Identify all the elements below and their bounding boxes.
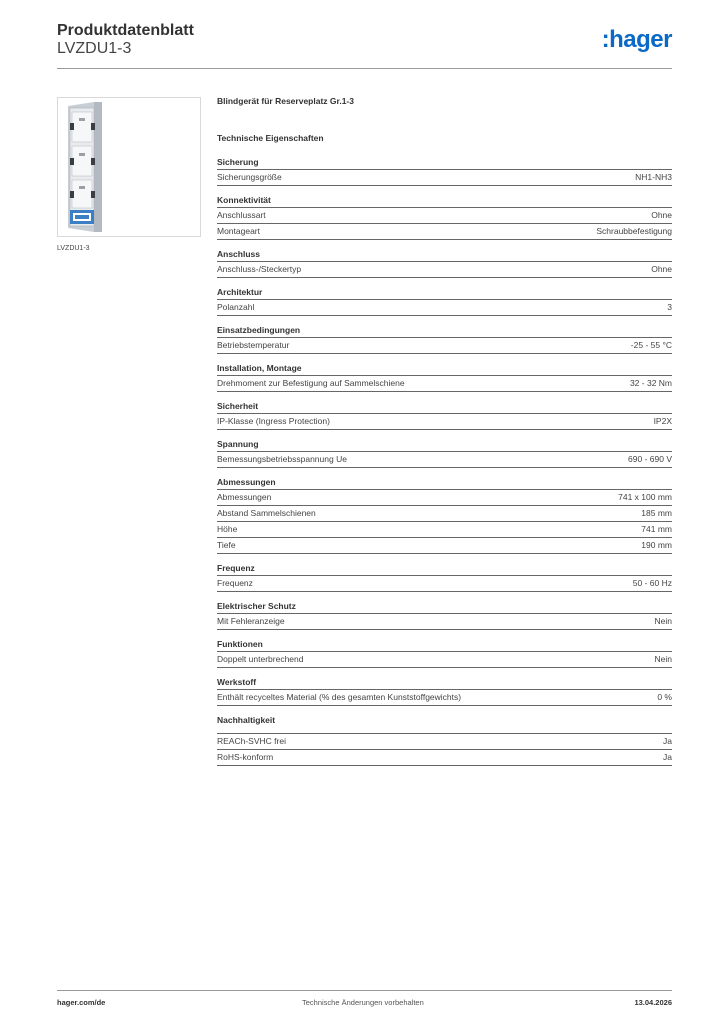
- group-title: Anschluss: [217, 249, 672, 262]
- property-label: Abstand Sammelschienen: [217, 508, 316, 518]
- property-label: REACh-SVHC frei: [217, 736, 286, 746]
- property-row: [217, 300, 672, 316]
- group-title: Spannung: [217, 439, 672, 452]
- property-groups: [217, 157, 672, 766]
- property-label: Montageart: [217, 226, 260, 236]
- property-value: 0 %: [657, 692, 672, 702]
- property-label: Anschluss-/Steckertyp: [217, 264, 302, 274]
- property-group: [217, 677, 672, 706]
- product-image-caption: LVZDU1-3: [57, 245, 90, 252]
- technical-properties-heading: Technische Eigenschaften: [217, 133, 324, 143]
- product-description: Blindgerät für Reserveplatz Gr.1-3: [217, 96, 354, 106]
- property-group: [217, 439, 672, 468]
- property-row: [217, 376, 672, 392]
- property-row: [217, 576, 672, 592]
- property-label: IP-Klasse (Ingress Protection): [217, 416, 330, 426]
- property-group: [217, 195, 672, 240]
- property-group: [217, 715, 672, 766]
- property-label: Frequenz: [217, 578, 253, 588]
- property-row: [217, 338, 672, 354]
- property-group: [217, 563, 672, 592]
- property-value: 690 - 690 V: [628, 454, 672, 464]
- property-row: [217, 452, 672, 468]
- footer-divider: [57, 990, 672, 991]
- product-image: [57, 97, 201, 237]
- property-row: [217, 262, 672, 278]
- property-label: RoHS-konform: [217, 752, 274, 762]
- property-label: Bemessungsbetriebsspannung Ue: [217, 454, 347, 464]
- property-value: Nein: [654, 616, 672, 626]
- property-label: Doppelt unterbrechend: [217, 654, 304, 664]
- header-divider: [57, 68, 672, 69]
- property-value: 190 mm: [641, 540, 672, 550]
- footer-disclaimer: Technische Änderungen vorbehalten: [302, 998, 424, 1007]
- specification-section: [217, 96, 672, 775]
- group-title: Frequenz: [217, 563, 672, 576]
- property-row: [217, 522, 672, 538]
- property-row: [217, 170, 672, 186]
- property-value: Ohne: [651, 210, 672, 220]
- property-label: Abmessungen: [217, 492, 272, 502]
- group-title: Einsatzbedingungen: [217, 325, 672, 338]
- property-row: [217, 750, 672, 766]
- property-label: Polanzahl: [217, 302, 255, 312]
- property-label: Mit Fehleranzeige: [217, 616, 285, 626]
- page-title: Produktdatenblatt: [57, 22, 194, 39]
- product-code: LVZDU1-3: [57, 40, 132, 57]
- property-value: -25 - 55 °C: [630, 340, 672, 350]
- property-label: Enthält recyceltes Material (% des gesamten Kunststoffgewichts): [217, 692, 462, 702]
- property-value: 741 x 100 mm: [618, 492, 672, 502]
- group-title: Elektrischer Schutz: [217, 601, 672, 614]
- property-value: IP2X: [653, 416, 672, 426]
- property-group: [217, 157, 672, 186]
- property-value: 185 mm: [641, 508, 672, 518]
- property-row: [217, 506, 672, 522]
- group-title: Funktionen: [217, 639, 672, 652]
- property-row: [217, 614, 672, 630]
- group-title: Installation, Montage: [217, 363, 672, 376]
- property-value: Ja: [663, 736, 672, 746]
- property-value: 32 - 32 Nm: [629, 378, 672, 388]
- property-group: [217, 363, 672, 392]
- property-row: [217, 208, 672, 224]
- footer-date: 13.04.2026: [634, 998, 672, 1007]
- property-row: [217, 690, 672, 706]
- property-row: [217, 414, 672, 430]
- group-title: Architektur: [217, 287, 672, 300]
- property-row: [217, 734, 672, 750]
- property-label: Betriebstemperatur: [217, 340, 290, 350]
- property-value: Ohne: [651, 264, 672, 274]
- property-value: 741 mm: [641, 524, 672, 534]
- property-group: [217, 287, 672, 316]
- property-group: [217, 249, 672, 278]
- property-row: [217, 652, 672, 668]
- property-row: [217, 538, 672, 554]
- property-value: Ja: [663, 752, 672, 762]
- property-row: [217, 490, 672, 506]
- property-row: [217, 224, 672, 240]
- property-label: Sicherungsgröße: [217, 172, 282, 182]
- property-group: [217, 601, 672, 630]
- property-value: Schraubbefestigung: [596, 226, 672, 236]
- hager-logo: :hager: [601, 26, 672, 53]
- group-title: Sicherung: [217, 157, 672, 170]
- property-group: [217, 325, 672, 354]
- property-label: Anschlussart: [217, 210, 266, 220]
- property-value: Nein: [654, 654, 672, 664]
- property-group: [217, 401, 672, 430]
- property-value: NH1-NH3: [635, 172, 672, 182]
- property-group: [217, 477, 672, 554]
- group-title: Nachhaltigkeit: [217, 715, 672, 734]
- property-value: 50 - 60 Hz: [632, 578, 672, 588]
- property-group: [217, 639, 672, 668]
- group-title: Werkstoff: [217, 677, 672, 690]
- footer-website: hager.com/de: [57, 998, 106, 1007]
- property-label: Höhe: [217, 524, 238, 534]
- property-value: 3: [667, 302, 672, 312]
- property-label: Drehmoment zur Befestigung auf Sammelschiene: [217, 378, 405, 388]
- group-title: Konnektivität: [217, 195, 672, 208]
- group-title: Sicherheit: [217, 401, 672, 414]
- property-label: Tiefe: [217, 540, 236, 550]
- group-title: Abmessungen: [217, 477, 672, 490]
- fuse-switch-disconnector-image: [58, 98, 200, 236]
